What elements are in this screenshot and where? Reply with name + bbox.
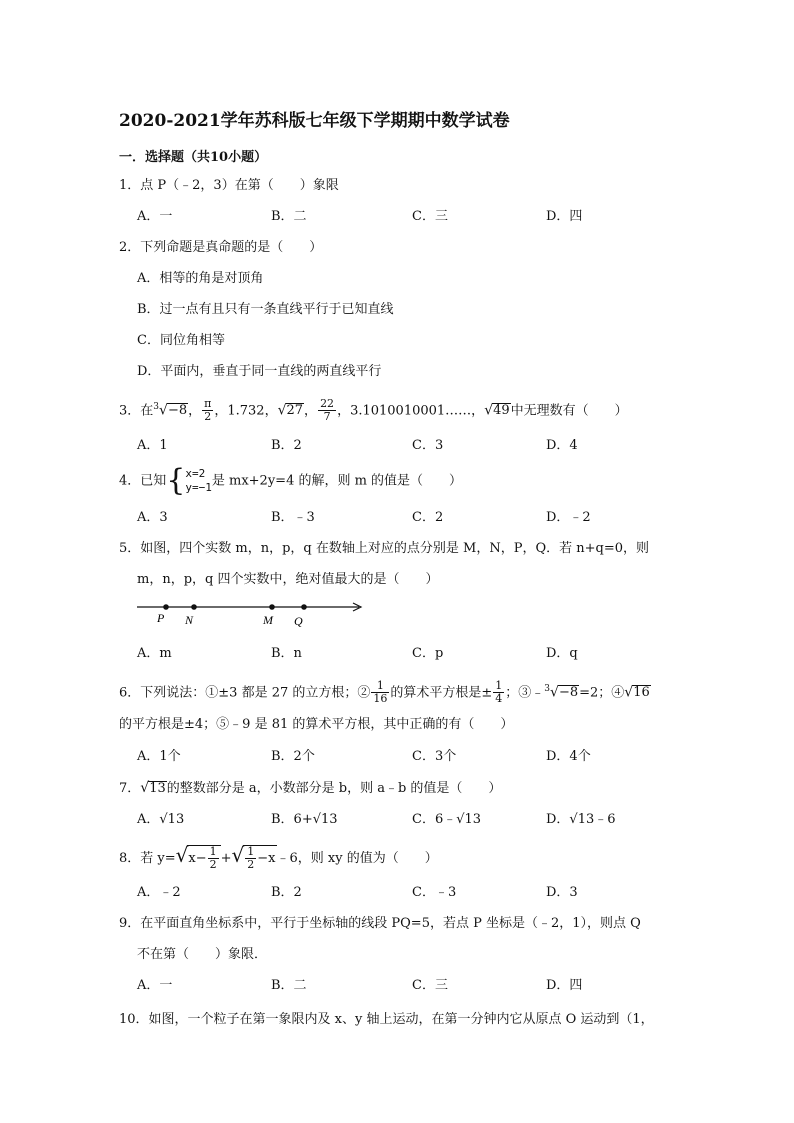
question-7 bbox=[119, 779, 501, 798]
q4-prefix: 4．已知 bbox=[119, 473, 167, 489]
q7-option-c: C．6﹣√13 bbox=[412, 812, 482, 827]
label-m: M bbox=[263, 613, 273, 627]
question-5-line1: 5．如图，四个实数 m，n，p，q 在数轴上对应的点分别是 M，N，P，Q．若 n+q=0，则 bbox=[119, 541, 649, 556]
page-title: 2020-2021学年苏科版七年级下学期期中数学试卷 bbox=[119, 111, 510, 131]
question-5-line2: m，n，p，q 四个实数中，绝对值最大的是（ ） bbox=[137, 572, 439, 587]
q6-cuberoot-arg: −8 bbox=[558, 685, 579, 701]
q9-option-b: B．二 bbox=[271, 978, 307, 993]
point-m bbox=[269, 604, 275, 610]
radical-sign: √ bbox=[231, 843, 245, 867]
q6-option-a: A．1个 bbox=[137, 749, 181, 764]
q4-suffix: 是 mx+2y=4 的解，则 m 的值是（ ） bbox=[211, 473, 463, 489]
q3-mid2: ，3.1010010001……， bbox=[337, 403, 485, 419]
q5-option-b: B．n bbox=[271, 646, 302, 661]
radical-sign: √ bbox=[624, 684, 634, 701]
q9-option-c: C．三 bbox=[412, 978, 448, 993]
point-n bbox=[191, 604, 197, 610]
q3-frac-pi: $\frac{\pi}{2}$ bbox=[204, 397, 212, 424]
question-1: 1．点 P（﹣2，3）在第（ ）象限 bbox=[119, 178, 339, 193]
q5-option-d: D．q bbox=[546, 646, 578, 661]
q2-option-b: B．过一点有且只有一条直线平行于已知直线 bbox=[137, 302, 394, 317]
q3-sqrt27: 27 bbox=[286, 403, 304, 419]
q8-option-a: A．﹣2 bbox=[137, 885, 181, 900]
radical-sign: √ bbox=[484, 402, 494, 419]
q9-option-d: D．四 bbox=[546, 978, 583, 993]
q6-text-a: 6．下列说法：①±3 都是 27 的立方根；② bbox=[119, 685, 371, 701]
q8-plus: + bbox=[220, 851, 232, 866]
question-9-line2: 不在第（ ）象限． bbox=[137, 947, 268, 962]
radical-sign: √ bbox=[140, 780, 150, 796]
section-heading: 一．选择题（共10小题） bbox=[119, 150, 268, 165]
q6-option-d: D．4个 bbox=[546, 749, 591, 764]
q6-option-b: B．2个 bbox=[271, 749, 315, 764]
q3-prefix: 3．在 bbox=[119, 403, 154, 419]
q5-option-c: C．p bbox=[412, 646, 444, 661]
q5-option-a: A．m bbox=[137, 646, 172, 661]
q8-option-b: B．2 bbox=[271, 885, 302, 900]
q6-sqrt16: 16 bbox=[633, 685, 650, 701]
q6-option-c: C．3个 bbox=[412, 749, 457, 764]
q3-suffix: 中无理数有（ ） bbox=[510, 403, 628, 419]
point-q bbox=[301, 604, 307, 610]
question-9-line1: 9．在平面直角坐标系中，平行于坐标轴的线段 PQ=5，若点 P 坐标是（﹣2，1），则点 Q bbox=[119, 916, 641, 931]
radical-sign: √ bbox=[159, 402, 168, 419]
q1-option-a: A．一 bbox=[137, 209, 173, 224]
q7-suffix: 的整数部分是 a，小数部分是 b，则 a﹣b 的值是（ ） bbox=[166, 781, 502, 796]
label-p: P bbox=[157, 611, 165, 625]
question-8 bbox=[119, 843, 438, 871]
q7-option-a: A．√13 bbox=[137, 812, 185, 827]
q4-option-c: C．2 bbox=[412, 510, 444, 525]
q7-sqrt13: 13 bbox=[149, 781, 166, 796]
q6-text-b: 的算术平方根是± bbox=[390, 685, 493, 701]
q8-option-c: C．﹣3 bbox=[412, 885, 457, 900]
q4-system: x=2 y=−1 bbox=[185, 467, 212, 494]
question-3: 3．在$^3$√−8， $\frac{\pi}{2}$ ，1.732，√27， $\frac{22}{7}$ ，3.1010010001……，√49中无理数有（ ） bbox=[119, 397, 628, 424]
q7-option-b: B．6+√13 bbox=[271, 812, 338, 827]
q7-prefix: 7． bbox=[119, 781, 141, 796]
q4-option-b: B．﹣3 bbox=[271, 510, 315, 525]
q6-cuberoot-index: 3 bbox=[544, 684, 551, 694]
q6-text-d: =2；④ bbox=[579, 685, 625, 701]
question-2: 2．下列命题是真命题的是（ ） bbox=[119, 240, 323, 255]
q3-option-d: D．4 bbox=[546, 438, 578, 453]
q8-suffix: ﹣6，则 xy 的值为（ ） bbox=[276, 851, 438, 866]
label-q: Q bbox=[294, 614, 303, 628]
q3-cuberoot-arg: −8 bbox=[167, 403, 188, 419]
brace-icon: { bbox=[166, 463, 186, 498]
question-6-line1 bbox=[119, 680, 651, 705]
q4-option-a: A．3 bbox=[137, 510, 168, 525]
q8-option-d: D．3 bbox=[546, 885, 578, 900]
q1-option-b: B．二 bbox=[271, 209, 307, 224]
q9-option-a: A．一 bbox=[137, 978, 173, 993]
radical-sign: √ bbox=[277, 402, 287, 419]
q4-option-d: D．﹣2 bbox=[546, 510, 591, 525]
question-4 bbox=[119, 463, 463, 498]
q3-frac-22-7: $\frac{22}{7}$ bbox=[320, 397, 335, 424]
q8-radicand-2: $\frac{1}{2}$ −x bbox=[243, 845, 276, 871]
question-6-line2: 的平方根是±4；⑤﹣9 是 81 的算术平方根，其中正确的有（ ） bbox=[119, 717, 514, 732]
q2-option-a: A．相等的角是对顶角 bbox=[137, 271, 264, 286]
q3-mid1: ，1.732， bbox=[214, 403, 278, 419]
q3-option-b: B．2 bbox=[271, 438, 302, 453]
q2-option-d: D．平面内，垂直于同一直线的两直线平行 bbox=[137, 364, 382, 379]
q3-option-c: C．3 bbox=[412, 438, 444, 453]
q3-option-a: A．1 bbox=[137, 438, 168, 453]
q3-sqrt49: 49 bbox=[493, 403, 510, 419]
q8-radicand-1: x− $\frac{1}{2}$ bbox=[187, 845, 220, 871]
q1-option-d: D．四 bbox=[546, 209, 583, 224]
radical-sign: √ bbox=[175, 843, 189, 867]
radical-sign: √ bbox=[550, 684, 559, 701]
point-p bbox=[163, 604, 169, 610]
q1-option-c: C．三 bbox=[412, 209, 448, 224]
q3-cuberoot-index: 3 bbox=[153, 402, 160, 412]
q6-frac-1-4: $\frac{1}{4}$ bbox=[495, 679, 503, 706]
q2-option-c: C．同位角相等 bbox=[137, 333, 225, 348]
q8-prefix: 8．若 y= bbox=[119, 851, 176, 866]
q7-option-d: D．√13﹣6 bbox=[546, 812, 616, 827]
q6-frac-1-16: $\frac{1}{16}$ bbox=[373, 679, 388, 706]
number-line-figure bbox=[137, 597, 367, 631]
label-n: N bbox=[185, 613, 194, 627]
question-10: 10．如图，一个粒子在第一象限内及 x、y 轴上运动，在第一分钟内它从原点 O 运动到（1， bbox=[119, 1012, 654, 1027]
q6-text-c: ；③﹣ bbox=[505, 685, 545, 701]
